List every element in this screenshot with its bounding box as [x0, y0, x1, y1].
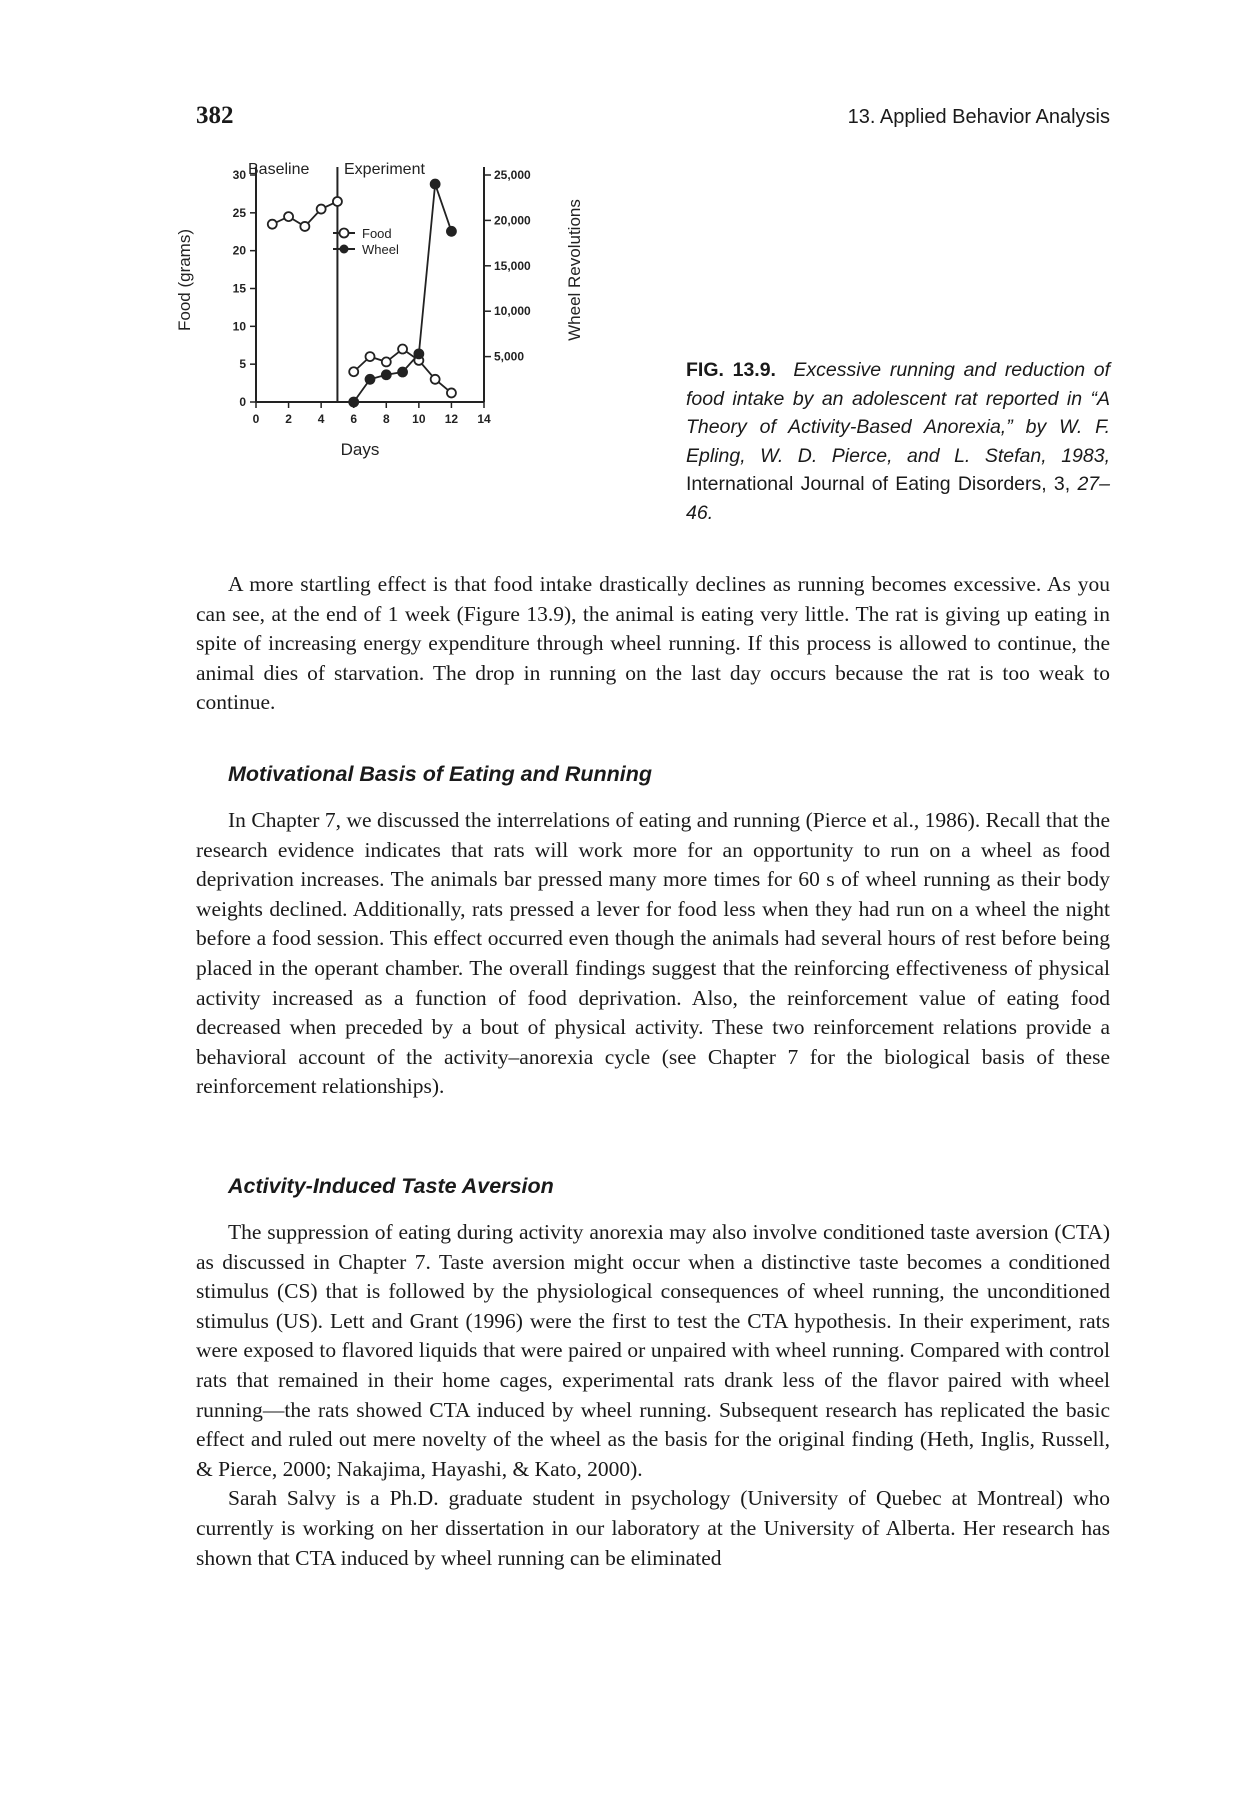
figure-13-9-chart	[175, 160, 690, 530]
y-right-tick-label: 15,000	[494, 258, 531, 273]
paragraph: Sarah Salvy is a Ph.D. graduate student in psychology (University of Quebec at Montreal) who currently is working on her dissertation in our laboratory at the University of Alberta. Her research has shown that CTA induced by wheel running can be eliminated	[196, 1486, 1110, 1570]
paragraph: The suppression of eating during activity anorexia may also involve conditioned taste aversion (CTA) as discussed in Chapter 7. Taste aversion might occur when a distinctive taste becomes a conditioned stimulus (CS) that is followed by the physiological consequences of wheel running, the unconditioned stimulus (US). Lett and Grant (1996) were the first to test the CTA hypothesis. In their experiment, rats were exposed to flavored liquids that were paired or unpaired with wheel running. Compared with control rats that remained in their home cages, experimental rats drank less of the flavor paired with wheel running—the rats showed CTA induced by wheel running. Subsequent research has replicated the basic effect and ruled out mere novelty of the wheel as the basis for the original finding (Heth, Inglis, Russell, & Pierce, 2000; Nakajima, Hayashi, & Kato, 2000).	[196, 1220, 1110, 1481]
x-tick-label: 6	[350, 412, 358, 426]
x-tick-label: 0	[252, 412, 260, 426]
caption-pages: 27–46.	[686, 473, 1110, 524]
data-point-food	[300, 222, 309, 231]
paragraph-block-3	[196, 1218, 1110, 1573]
x-tick-label: 10	[412, 412, 426, 426]
x-tick-label: 4	[317, 412, 325, 426]
data-point-food	[431, 375, 440, 384]
y-left-tick-label: 5	[239, 357, 246, 372]
caption-text: Excessive running and reduction of food intake by an adolescent rat reported in “A Theory of Activity-Based Anorexia,” by W. F. Epling, W. D. Pierce, and L. Stefan, 1983,	[686, 359, 1110, 467]
running-head: 13. Applied Behavior Analysis	[847, 106, 1110, 128]
phase-label-baseline: Baseline	[248, 161, 310, 178]
figure-caption	[686, 356, 1110, 527]
y-right-tick-label: 25,000	[494, 168, 531, 182]
y-left-tick-label: 0	[239, 395, 246, 409]
data-point-food	[447, 388, 456, 397]
data-point-wheel	[431, 180, 440, 189]
y-left-tick-label: 15	[232, 281, 246, 296]
data-point-food	[349, 367, 358, 376]
paragraph-block-1	[196, 570, 1110, 718]
data-point-food	[398, 345, 407, 354]
legend-food-marker	[340, 229, 349, 238]
y-left-tick-label: 10	[232, 319, 246, 334]
y-axis-right-label: Wheel Revolutions	[565, 199, 584, 341]
data-point-food	[333, 197, 342, 206]
data-point-food	[317, 205, 326, 214]
phase-label-experiment: Experiment	[344, 161, 425, 178]
paragraph: In Chapter 7, we discussed the interrelations of eating and running (Pierce et al., 1986). Recall that the research evidence indicates that rats will work more for an opportunity to run on a wheel as food deprivation increases. The animals bar pressed many more times for 60 s of wheel running as their body weights declined. Additionally, rats pressed a lever for food less when they had run on a wheel the night before a food session. This effect occurred even though the animals had several hours of rest before being placed in the operant chamber. The overall findings suggest that the reinforcing effectiveness of physical activity increased as a function of food deprivation. Also, the reinforcement value of eating food decreased when preceded by a bout of physical activity. These two reinforcement relations provide a behavioral account of the activity–anorexia cycle (see Chapter 7 for the biological basis of these reinforcement relationships).	[196, 808, 1110, 1099]
legend-food-label: Food	[362, 226, 392, 241]
x-tick-label: 12	[444, 412, 459, 426]
y-axis-left-label: Food (grams)	[175, 228, 194, 332]
x-tick-label: 8	[382, 412, 390, 426]
data-point-wheel	[398, 368, 407, 377]
chart-legend	[333, 226, 399, 257]
data-point-wheel	[382, 370, 391, 379]
legend-wheel-label: Wheel	[362, 242, 399, 257]
section-heading-taste-aversion: Activity-Induced Taste Aversion	[228, 1174, 554, 1198]
y-right-tick-label: 10,000	[494, 304, 531, 319]
y-left-tick-label: 30	[232, 168, 246, 182]
y-left-tick-label: 20	[232, 243, 246, 258]
paragraph-block-2	[196, 806, 1110, 1102]
page-number: 382	[196, 102, 234, 129]
x-tick-label: 14	[477, 412, 491, 426]
data-point-food	[268, 220, 277, 229]
data-point-food	[382, 357, 391, 366]
data-point-food	[366, 352, 375, 361]
paragraph: A more startling effect is that food intake drastically declines as running becomes excessive. As you can see, at the end of 1 week (Figure 13.9), the animal is eating very little. The rat is giving up eating in spite of increasing energy expenditure through wheel running. If this process is allowed to continue, the animal dies of starvation. The drop in running on the last day occurs because the rat is too weak to continue.	[196, 572, 1110, 715]
y-right-tick-label: 5,000	[494, 349, 525, 364]
data-point-wheel	[366, 375, 375, 384]
caption-label: FIG. 13.9.	[686, 359, 776, 381]
x-axis-label: Days	[340, 440, 380, 459]
x-tick-label: 2	[285, 412, 292, 426]
data-point-food	[284, 212, 293, 221]
legend-wheel-marker	[340, 245, 349, 254]
data-point-wheel	[349, 398, 358, 407]
y-left-tick-label: 25	[232, 205, 246, 220]
data-point-wheel	[447, 227, 456, 236]
data-point-wheel	[414, 349, 423, 358]
y-right-tick-label: 20,000	[494, 213, 531, 228]
caption-journal: International Journal of Eating Disorders, 3,	[686, 473, 1071, 495]
section-heading-motivational-basis: Motivational Basis of Eating and Running	[228, 762, 653, 786]
